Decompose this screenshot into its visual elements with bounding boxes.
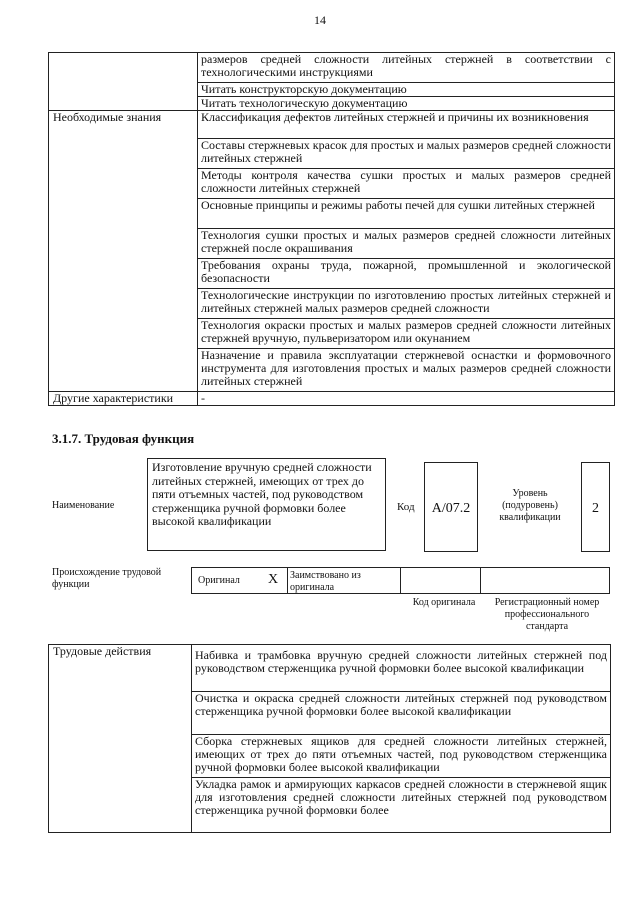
origin-row [191, 567, 610, 594]
table-cell: - [198, 392, 615, 406]
table-row [49, 645, 611, 692]
page-cutoff [0, 857, 640, 905]
table-cell: Технология окраски простых и малых размеров средней сложности литейных стержней вручную, пульверизатором или окунанием [198, 319, 615, 349]
table-row [49, 392, 615, 406]
knowledge-table [48, 52, 615, 406]
row-label-knowledge: Необходимые знания [49, 111, 198, 392]
table-cell: Составы стержневых красок для простых и малых размеров средней сложности литейных стержней [198, 139, 615, 169]
function-name-value: Изготовление вручную средней сложности литейных стержней, имеющих от трех до пяти отъемных частей, под руководством стерженщика ручной формовки более высокой квалификации [152, 460, 372, 528]
origin-label: Происхождение трудовой функции [52, 567, 162, 590]
reg-number-caption: Регистрационный номер профессионального стандарта [494, 597, 600, 632]
table-row [49, 53, 615, 83]
table-cell: Технологические инструкции по изготовлению простых литейных стержней и литейных стержней малых размеров средней сложности [198, 289, 615, 319]
table-cell: Основные принципы и режимы работы печей для сушки литейных стержней [198, 199, 615, 229]
origin-divider [480, 567, 481, 594]
code-label: Код [397, 501, 415, 513]
table-cell: Укладка рамок и армирующих каркасов средней сложности в стержневой ящик для изготовления средней сложности литейных стержней под руководством стерженщика ручной формовки более [192, 778, 611, 833]
table-cell: Очистка и окраска средней сложности литейных стержней под руководством стерженщика ручной формовки более высокой квалификации [192, 692, 611, 735]
table-cell: Требования охраны труда, пожарной, промышленной и экологической безопасности [198, 259, 615, 289]
table-cell: Читать технологическую документацию [198, 97, 615, 111]
level-label: Уровень (подуровень) квалификации [499, 488, 561, 523]
code-value: А/07.2 [431, 501, 471, 516]
table-cell: Методы контроля качества сушки простых и малых размеров средней сложности литейных стержней [198, 169, 615, 199]
level-box [581, 462, 610, 552]
origin-divider [400, 567, 401, 594]
table-cell: Назначение и правила эксплуатации стержневой оснастки и формовочного инструмента для изготовления простых и малых размеров средней сложности литейных стержней [198, 349, 615, 392]
table-cell: Читать конструкторскую документацию [198, 83, 615, 97]
borrowed-label: Заимствовано из оригинала [290, 570, 361, 593]
table-cell: Сборка стержневых ящиков для средней сложности литейных стержней, имеющих от трех до пяти отъемных частей, под руководством стерженщика ручной формовки более высокой квалификации [192, 735, 611, 778]
code-original-caption: Код оригинала [412, 597, 476, 608]
original-mark: X [268, 572, 279, 587]
name-label: Наименование [52, 500, 115, 511]
origin-divider [287, 567, 288, 594]
table-cell: размеров средней сложности литейных стержней в соответствии с технологическими инструкциями [198, 53, 615, 83]
section-title: 3.1.7. Трудовая функция [52, 431, 195, 446]
page-number: 14 [314, 13, 326, 27]
table-row [49, 111, 615, 139]
table-cell: Технология сушки простых и малых размеров средней сложности литейных стержней после окрашивания [198, 229, 615, 259]
row-label-empty [49, 53, 198, 111]
code-box [424, 462, 478, 552]
original-label: Оригинал [198, 575, 240, 586]
level-value: 2 [592, 501, 599, 516]
row-label-other: Другие характеристики [49, 392, 198, 406]
row-label-actions: Трудовые действия [49, 645, 192, 833]
table-cell: Классификация дефектов литейных стержней и причины их возникновения [198, 111, 615, 139]
table-cell: Набивка и трамбовка вручную средней сложности литейных стержней под руководством стерженщика ручной формовки более высокой квалификации [192, 645, 611, 692]
actions-table [48, 644, 611, 833]
function-name-box [147, 458, 386, 551]
